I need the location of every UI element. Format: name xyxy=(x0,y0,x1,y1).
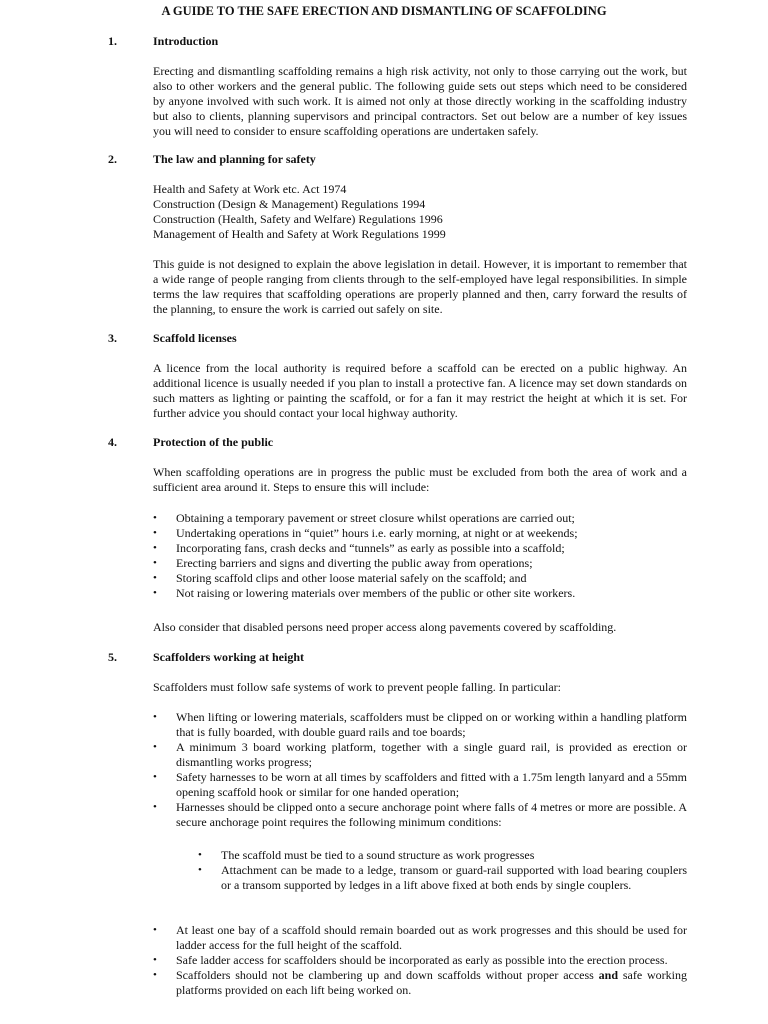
bullet-icon: • xyxy=(153,572,157,584)
bullet-icon: • xyxy=(198,849,202,861)
bullet-icon: • xyxy=(198,864,202,876)
bullet-icon: • xyxy=(153,924,157,936)
bullet-icon: • xyxy=(153,512,157,524)
section-5-paragraph: Scaffolders must follow safe systems of work to prevent people falling. In particular: xyxy=(153,680,562,694)
list-item: • Attachment can be made to a ledge, transom or guard-rail supported with load bearing couplers or a transom supported by ledges in a lift above fixed at both ends by single couplers. xyxy=(198,863,687,892)
section-4-paragraph: When scaffolding operations are in progress the public must be excluded from both the area of work and a sufficient area around it. Steps to ensure this will include: xyxy=(153,465,687,494)
bullet-icon: • xyxy=(153,527,157,539)
list-item: • Storing scaffold clips and other loose material safely on the scaffold; and xyxy=(153,571,527,585)
list-item: • When lifting or lowering materials, scaffolders must be clipped on or working within a handling platform that is fully boarded, with double guard rails and toe boards; xyxy=(153,710,687,739)
section-2-paragraph: This guide is not designed to explain the above legislation in detail. However, it is important to remember that a wide range of people ranging from clients through to the self-employed have legal responsibilities. In simple terms the law requires that scaffolding operations are properly planned and then, carry forward the results of the planning, to ensure the work is carried out safely on site. xyxy=(153,257,687,316)
bullet-icon: • xyxy=(153,542,157,554)
bullet-icon: • xyxy=(153,771,157,783)
section-3-number: 3. xyxy=(108,331,117,345)
bullet-icon: • xyxy=(153,801,157,813)
section-5-number: 5. xyxy=(108,650,117,664)
list-item: • The scaffold must be tied to a sound structure as work progresses xyxy=(198,848,535,862)
list-item: • Incorporating fans, crash decks and “tunnels” as early as possible into a scaffold; xyxy=(153,541,565,555)
section-1-number: 1. xyxy=(108,34,117,48)
bullet-icon: • xyxy=(153,557,157,569)
bullet-icon: • xyxy=(153,741,157,753)
list-item: • Safe ladder access for scaffolders should be incorporated as early as possible into the erection process. xyxy=(153,953,668,967)
document-title: A GUIDE TO THE SAFE ERECTION AND DISMANTLING OF SCAFFOLDING xyxy=(161,4,607,18)
section-4-closing: Also consider that disabled persons need proper access along pavements covered by scaffolding. xyxy=(153,620,617,634)
section-3-heading: Scaffold licenses xyxy=(153,331,237,345)
bullet-icon: • xyxy=(153,587,157,599)
section-3-paragraph: A licence from the local authority is required before a scaffold can be erected on a public highway. An additional licence is usually needed if you plan to install a protective fan. A licence may set down standards on such matters as lighting or painting the scaffold, or for a fan it may restrict the height at which it is set. For further advice you should contact your local highway authority. xyxy=(153,361,687,420)
public-protection-list xyxy=(153,511,687,601)
list-item: • A minimum 3 board working platform, together with a single guard rail, is provided as erection or dismantling works progress; xyxy=(153,740,687,769)
list-item: • Obtaining a temporary pavement or street closure whilst operations are carried out; xyxy=(153,511,575,525)
list-item: • At least one bay of a scaffold should remain boarded out as work progresses and this should be used for ladder access for the full height of the scaffold. xyxy=(153,923,687,952)
bullet-icon: • xyxy=(153,969,157,981)
list-item: • Harnesses should be clipped onto a secure anchorage point where falls of 4 metres or more are possible. A secure anchorage point requires the following minimum conditions: xyxy=(153,800,687,829)
legislation-item: Management of Health and Safety at Work Regulations 1999 xyxy=(153,227,446,241)
list-item: • Undertaking operations in “quiet” hours i.e. early morning, at night or at weekends; xyxy=(153,526,578,540)
anchorage-conditions-list xyxy=(198,848,687,893)
list-item: • Erecting barriers and signs and diverting the public away from operations; xyxy=(153,556,533,570)
legislation-item: Health and Safety at Work etc. Act 1974 xyxy=(153,182,347,196)
list-item: • Scaffolders should not be clambering up and down scaffolds without proper access and safe working platforms provided on each lift being worked on. xyxy=(153,968,687,997)
list-item: • Safety harnesses to be worn at all times by scaffolders and fitted with a 1.75m length lanyard and a 55mm opening scaffold hook or similar for one handed operation; xyxy=(153,770,687,799)
height-safety-list xyxy=(153,710,687,830)
emphasis-text: and xyxy=(598,968,619,982)
section-1-paragraph: Erecting and dismantling scaffolding remains a high risk activity, not only to those carrying out the work, but also to other workers and the general public. The following guide sets out steps which need to be considered by anyone involved with such work. It is aimed not only at those directly working in the scaffolding industry but also to clients, planning supervisors and principal contractors. Set out below are a number of key issues you will need to consider to ensure scaffolding operations are undertaken safely. xyxy=(153,64,687,138)
access-list xyxy=(153,923,687,998)
bullet-icon: • xyxy=(153,954,157,966)
section-5-heading: Scaffolders working at height xyxy=(153,650,304,664)
section-2-heading: The law and planning for safety xyxy=(153,152,316,166)
legislation-item: Construction (Health, Safety and Welfare) Regulations 1996 xyxy=(153,212,443,226)
section-1-heading: Introduction xyxy=(153,34,219,48)
list-item: • Not raising or lowering materials over members of the public or other site workers. xyxy=(153,586,576,600)
bullet-icon: • xyxy=(153,711,157,723)
section-2-number: 2. xyxy=(108,152,117,166)
section-4-heading: Protection of the public xyxy=(153,435,274,449)
legislation-item: Construction (Design & Management) Regulations 1994 xyxy=(153,197,426,211)
section-4-number: 4. xyxy=(108,435,117,449)
